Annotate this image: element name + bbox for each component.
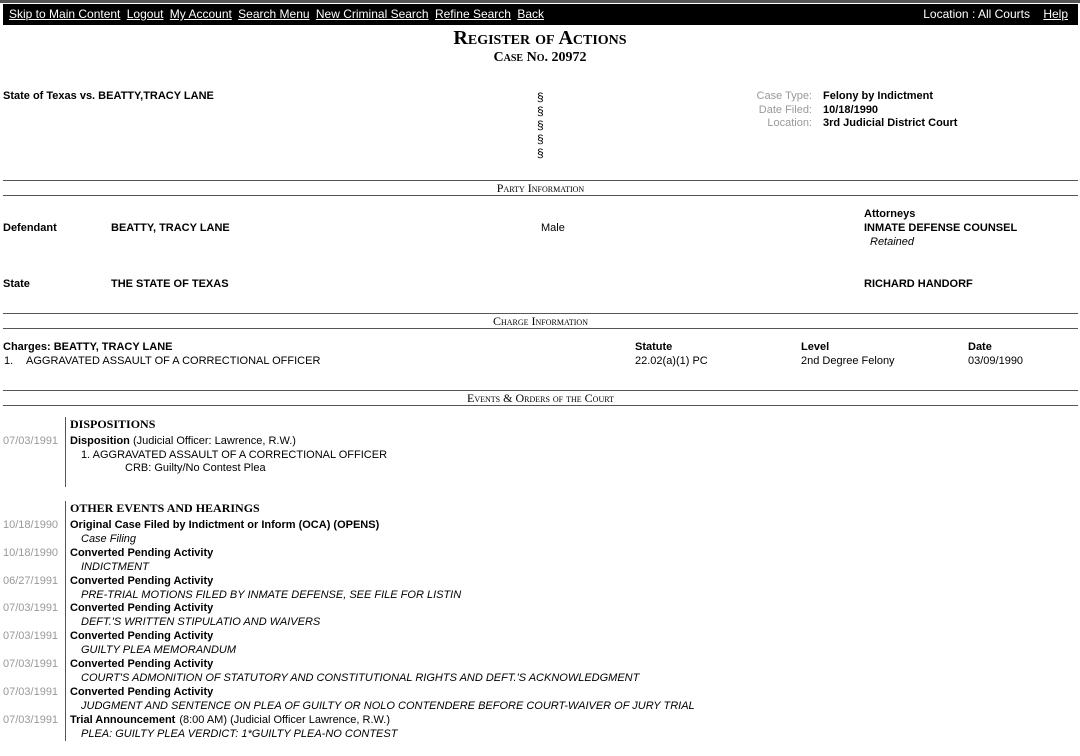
event-title: Converted Pending Activity [70,685,214,698]
disposition-officer: (Judicial Officer: Lawrence, R.W.) [132,435,296,447]
event-detail: INDICTMENT [81,560,149,573]
event-title: Converted Pending Activity [70,574,214,587]
event-entry [70,547,213,559]
event-detail: COURT'S ADMONITION OF STATUTORY AND CONSTITUTIONAL RIGHTS AND DEFT.'S ACKNOWLEDGMENT [81,672,640,684]
back-link[interactable]: Back [517,7,545,21]
event-detail: PLEA: GUILTY PLEA VERDICT: 1*GUILTY PLEA-NO CONTEST [81,727,398,740]
my-account-link[interactable]: My Account [169,7,232,21]
charge-statute: 22.02(a)(1) PC [635,355,708,367]
case-number: Case No. 20972 [493,50,587,65]
disposition-date: 07/03/1991 [3,435,59,447]
skip-to-main-link[interactable]: Skip to Main Content [9,7,121,21]
event-date: 07/03/1991 [3,658,59,670]
event-entry [70,630,213,642]
logout-link[interactable]: Logout [126,7,164,21]
event-title: Converted Pending Activity [70,630,214,643]
disposition-charge: 1. AGGRAVATED ASSAULT OF A CORRECTIONAL OFFICER [81,449,388,461]
charge-description: AGGRAVATED ASSAULT OF A CORRECTIONAL OFFICER [26,355,321,367]
charge-number: 1. [4,355,14,367]
event-detail: Case Filing [81,533,137,545]
event-title: Trial Announcement [70,713,176,726]
event-date: 07/03/1991 [3,602,59,615]
disposition-result: CRB: Guilty/No Contest Plea [125,462,266,474]
event-entry [70,575,213,587]
date-filed-value: 10/18/1990 [823,103,879,116]
other-events-divider [65,501,66,741]
case-type-value: Felony by Indictment [823,90,934,102]
state-attorney: RICHARD HANDORF [864,278,973,290]
event-entry [70,658,213,670]
event-entry [70,602,213,614]
help-link[interactable]: Help [1043,7,1068,21]
event-date: 10/18/1990 [3,519,59,531]
party-information-heading: Party Information [3,180,1078,196]
page-title: Register of Actions [453,27,627,49]
nav-links [9,4,547,25]
defendant-role: Defendant [3,222,57,234]
charge-date: 03/09/1990 [968,355,1024,367]
state-name: THE STATE OF TEXAS [111,278,229,290]
charge-information-heading: Charge Information [3,313,1078,329]
case-style: State of Texas vs. BEATTY,TRACY LANE [3,90,214,102]
nav-right [923,4,1068,25]
event-entry [70,686,213,698]
event-entry [70,519,379,531]
charge-level: 2nd Degree Felony [801,355,895,367]
event-title: Converted Pending Activity [70,658,214,670]
new-criminal-search-link[interactable]: New Criminal Search [315,7,429,21]
charges-label: Charges: BEATTY, TRACY LANE [3,341,173,353]
top-border [0,0,1080,3]
statute-header: Statute [635,341,673,353]
event-title: Converted Pending Activity [70,546,214,559]
event-date: 07/03/1991 [3,685,59,698]
state-role: State [3,278,30,290]
dispositions-heading: DISPOSITIONS [70,417,156,431]
case-info-table [700,90,957,131]
attorneys-label: Attorneys [864,208,916,220]
event-title: Original Case Filed by Indictment or Inform (OCA) (OPENS) [70,519,380,531]
defendant-attorney: INMATE DEFENSE COUNSEL [864,222,1018,234]
event-extra: (8:00 AM) (Judicial Officer Lawrence, R.W.) [179,713,391,726]
event-title: Converted Pending Activity [70,602,214,615]
top-nav-area [0,0,1080,26]
event-date: 10/18/1990 [3,546,59,559]
level-header: Level [801,341,830,353]
case-type-row [700,90,957,104]
top-nav-bar [3,4,1078,25]
dispositions-divider [65,417,66,487]
refine-search-link[interactable]: Refine Search [434,7,511,21]
location-label: Location: [767,117,812,129]
location-indicator: Location : All Courts [923,7,1030,21]
other-events-heading: OTHER EVENTS AND HEARINGS [70,501,260,515]
event-detail: PRE-TRIAL MOTIONS FILED BY INMATE DEFENSE, SEE FILE FOR LISTIN [81,588,462,601]
date-filed-label: Date Filed: [758,103,812,116]
disposition-entry [70,435,296,447]
defendant-attorney-status: Retained [870,236,915,248]
search-menu-link[interactable]: Search Menu [238,7,310,21]
defendant-gender: Male [541,222,565,234]
event-detail: JUDGMENT AND SENTENCE ON PLEA OF GUILTY OR NOLO CONTENDERE BEFORE COURT-WAIVER OF JURY TRIAL [81,699,695,712]
location-row [700,117,957,131]
event-date: 07/03/1991 [3,630,59,643]
event-date: 07/03/1991 [3,713,59,726]
events-heading: Events & Orders of the Court [3,390,1078,406]
case-type-label: Case Type: [756,90,812,102]
date-filed-row [700,104,957,118]
disposition-title: Disposition [70,435,130,447]
event-entry [70,714,390,726]
event-detail: DEFT.'S WRITTEN STIPULATIO AND WAIVERS [81,616,321,629]
defendant-name: BEATTY, TRACY LANE [111,222,230,234]
event-detail: GUILTY PLEA MEMORANDUM [81,644,237,657]
event-date: 06/27/1991 [3,574,59,587]
location-value: 3rd Judicial District Court [823,117,958,129]
date-header: Date [968,341,992,353]
section-symbols: § § § § § [537,90,544,160]
